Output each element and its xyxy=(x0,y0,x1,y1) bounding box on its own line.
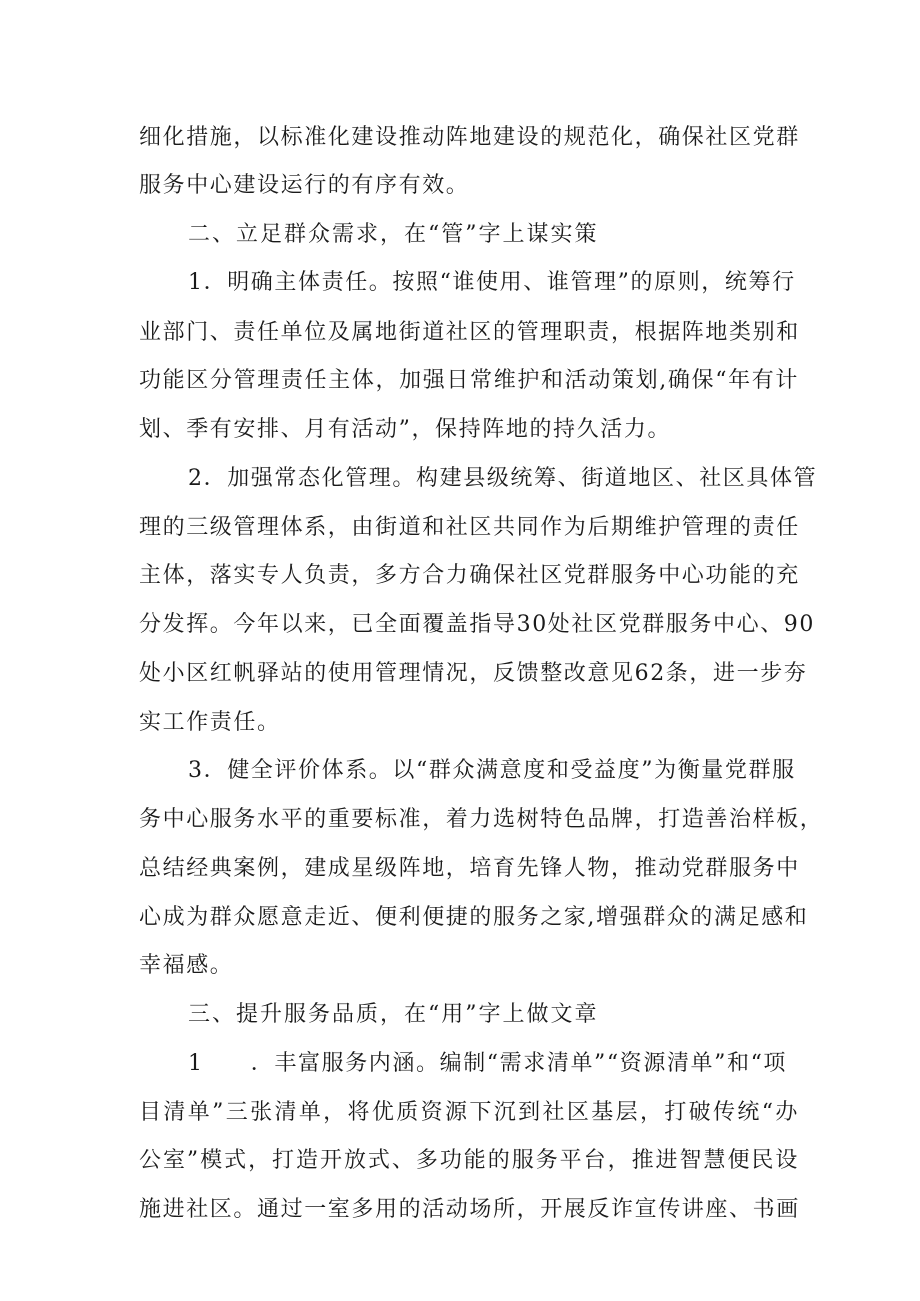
paragraph-line: 务中心服务水平的重要标准，着力选树特色品牌，打造善治样板， xyxy=(139,807,824,832)
paragraph-line: 1 ．丰富服务内涵。编制“需求清单”“资源清单”和“项 xyxy=(188,1051,788,1076)
paragraph-line: 3．健全评价体系。以“群众满意度和受益度”为衡量党群服 xyxy=(188,758,796,783)
paragraph-line: 1．明确主体责任。按照“谁使用、谁管理”的原则，统筹行 xyxy=(188,270,796,295)
paragraph-line: 目清单”三张清单，将优质资源下沉到社区基层，打破传统“办 xyxy=(139,1100,799,1125)
paragraph-line: 细化措施，以标准化建设推动阵地建设的规范化，确保社区党群 xyxy=(139,125,800,150)
paragraph-line: 划、季有安排、月有活动”，保持阵地的持久活力。 xyxy=(139,417,672,442)
paragraph-line: 实工作责任。 xyxy=(139,710,281,735)
paragraph-line: 施进社区。通过一室多用的活动场所，开展反诈宣传讲座、书画 xyxy=(139,1197,800,1222)
paragraph-line: 业部门、责任单位及属地街道社区的管理职责，根据阵地类别和 xyxy=(139,320,800,345)
paragraph-line: 公室”模式，打造开放式、多功能的服务平台，推进智慧便民设 xyxy=(139,1148,799,1173)
paragraph-line: 主体，落实专人负责，多方合力确保社区党群服务中心功能的充 xyxy=(139,563,800,588)
paragraph-line: 功能区分管理责任主体，加强日常维护和活动策划,确保“年有计 xyxy=(139,368,799,393)
paragraph-line: 处小区红帆驿站的使用管理情况，反馈整改意见62条，进一步夯 xyxy=(139,661,808,686)
paragraph-line: 心成为群众愿意走近、便利便捷的服务之家,增强群众的满足感和 xyxy=(139,905,809,930)
section-heading: 二、立足群众需求，在“管”字上谋实策 xyxy=(188,222,599,247)
section-heading: 三、提升服务品质，在“用”字上做文章 xyxy=(188,1002,599,1027)
paragraph-line: 分发挥。今年以来，已全面覆盖指导30处社区党群服务中心、90 xyxy=(139,612,815,637)
paragraph-line: 总结经典案例，建成星级阵地，培育先锋人物，推动党群服务中 xyxy=(139,856,800,881)
paragraph-line: 2．加强常态化管理。构建县级统筹、街道地区、社区具体管 xyxy=(188,466,818,491)
paragraph-line: 理的三级管理体系，由街道和社区共同作为后期维护管理的责任 xyxy=(139,515,800,540)
paragraph-line: 服务中心建设运行的有序有效。 xyxy=(139,173,470,198)
paragraph-line: 幸福感。 xyxy=(139,953,234,978)
